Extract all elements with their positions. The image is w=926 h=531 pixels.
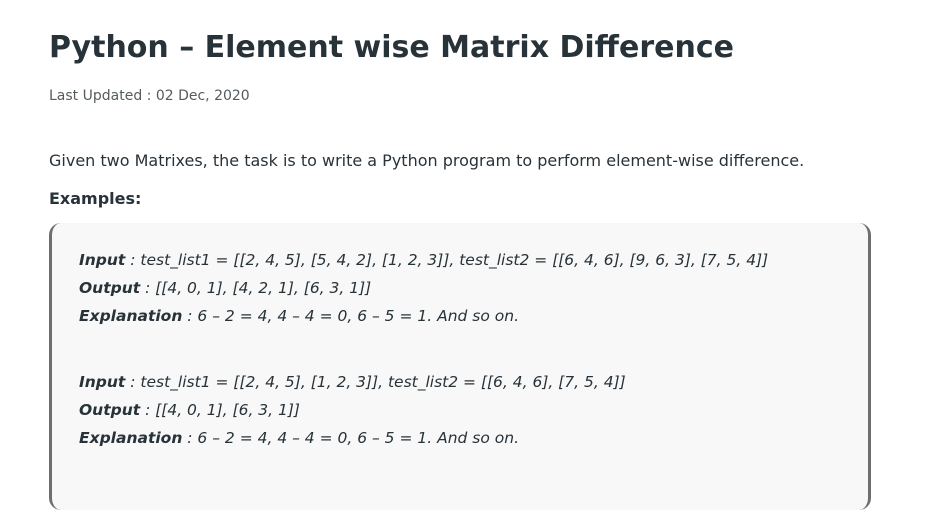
example-2-output	[79, 401, 300, 419]
input-value: : test_list1 = [[2, 4, 5], [5, 4, 2], [1, 2, 3]], test_list2 = [[6, 4, 6], [9, 6, 3], [7, 5, 4]]	[125, 251, 769, 269]
example-1-explanation	[79, 307, 519, 325]
explanation-value: : 6 – 2 = 4, 4 – 4 = 0, 6 – 5 = 1. And so on.	[182, 429, 519, 447]
input-label: Input	[79, 251, 126, 269]
explanation-label: Explanation	[79, 429, 183, 447]
examples-box	[49, 223, 871, 510]
output-label: Output	[79, 401, 141, 419]
output-label: Output	[79, 279, 141, 297]
example-1-input	[79, 251, 768, 269]
example-2-input	[79, 373, 626, 391]
input-value: : test_list1 = [[2, 4, 5], [1, 2, 3]], test_list2 = [[6, 4, 6], [7, 5, 4]]	[125, 373, 626, 391]
input-label: Input	[79, 373, 126, 391]
last-updated: Last Updated : 02 Dec, 2020	[49, 88, 250, 104]
intro-paragraph: Given two Matrixes, the task is to write a Python program to perform element-wise difference.	[49, 151, 805, 170]
output-value: : [[4, 0, 1], [6, 3, 1]]	[140, 401, 300, 419]
example-1-output	[79, 279, 371, 297]
example-2-explanation	[79, 429, 519, 447]
explanation-label: Explanation	[79, 307, 183, 325]
explanation-value: : 6 – 2 = 4, 4 – 4 = 0, 6 – 5 = 1. And so on.	[182, 307, 519, 325]
output-value: : [[4, 0, 1], [4, 2, 1], [6, 3, 1]]	[140, 279, 372, 297]
page-title: Python – Element wise Matrix Difference	[49, 30, 734, 65]
examples-heading: Examples:	[49, 189, 142, 208]
